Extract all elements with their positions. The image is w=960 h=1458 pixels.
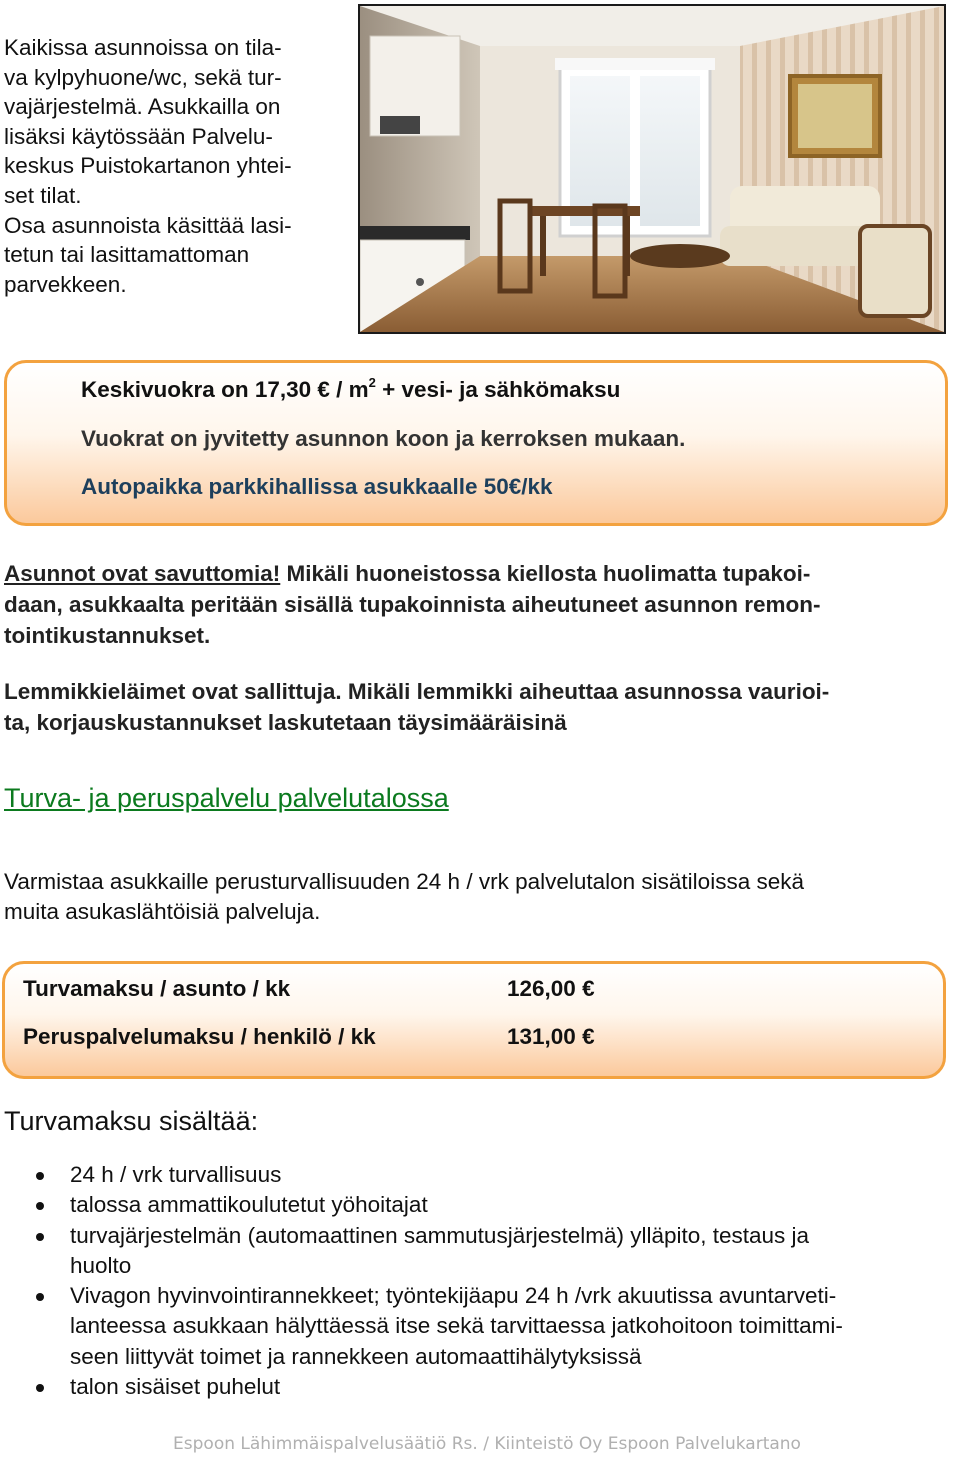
intro-line: keskus Puistokartanon yhtei- [4, 153, 292, 179]
rent-info-box [4, 360, 948, 526]
service-description-line: Varmistaa asukkaille perusturvallisuuden 24 h / vrk palvelutalon sisätiloissa sekä [4, 869, 804, 894]
service-description [4, 867, 956, 927]
list-item-text: 24 h / vrk turvallisuus [70, 1162, 282, 1187]
bullet-icon [36, 1202, 44, 1210]
intro-line: lisäksi käytössään Palvelu- [4, 123, 273, 149]
bullet-icon [36, 1233, 44, 1241]
service-description-line: muita asukaslähtöisiä palveluja. [4, 899, 321, 924]
fee-label: Peruspalvelumaksu / henkilö / kk [23, 1024, 376, 1049]
list-item-text: talossa ammattikoulutetut yöhoitajat [70, 1192, 428, 1218]
list-item [0, 1372, 960, 1402]
list-item [0, 1221, 960, 1282]
fee-value: 131,00 € [507, 1024, 595, 1049]
rent-extras: + vesi- ja sähkömaksu [375, 377, 621, 402]
bullet-icon [36, 1384, 44, 1392]
rent-weighting: Vuokrat on jyvitetty asunnon koon ja kerroksen mukaan. [81, 426, 686, 451]
list-item [0, 1281, 960, 1372]
fees-box [2, 961, 946, 1079]
bullet-icon [36, 1293, 44, 1301]
intro-line: Kaikissa asunnoissa on tila- [4, 35, 282, 60]
list-item-text: seen liittyvät toimet ja rannekkeen automaattihälytyksissä [70, 1343, 642, 1369]
includes-title: Turvamaksu sisältää: [4, 1106, 259, 1136]
smoking-text: daan, asukkaalta peritään sisällä tupakoinnista aiheutuneet asunnon remon- [4, 592, 821, 617]
average-rent [81, 377, 620, 403]
smoking-text: Mikäli huoneistossa kiellosta huolimatta tupakoi- [280, 561, 811, 586]
list-item-text: huolto [70, 1252, 132, 1278]
intro-line: parvekkeen. [4, 271, 127, 297]
intro-line: tetun tai lasittamattoman [4, 242, 250, 268]
service-section-title: Turva- ja peruspalvelu palvelutalossa [4, 783, 449, 813]
list-item-text: Vivagon hyvinvointirannekkeet; työntekijäapu 24 h /vrk akuutissa avuntarveti- [70, 1283, 837, 1309]
smoking-policy [4, 558, 956, 651]
list-item [0, 1160, 960, 1190]
apartment-photo [358, 4, 946, 334]
page-footer: Espoon Lähimmäispalvelusäätiö Rs. / Kiinteistö Oy Espoon Palvelukartano [173, 1434, 801, 1454]
parking-price: Autopaikka parkkihallissa asukkaalle 50€/kk [81, 474, 553, 499]
intro-line: vajärjestelmä. Asukkailla on [4, 94, 281, 120]
includes-list [0, 1160, 960, 1402]
smoking-text: tointikustannukset. [4, 623, 211, 648]
list-item-text: lanteessa asukkaan hälyttäessä itse sekä tarvittaessa jatkohoitoon toimittami- [70, 1313, 843, 1339]
smoking-lead: Asunnot ovat savuttomia! [4, 561, 281, 586]
bullet-icon [36, 1172, 44, 1180]
list-item [0, 1190, 960, 1220]
pets-text: Lemmikkieläimet ovat sallittuja. Mikäli lemmikki aiheuttaa asunnossa vaurioi- [4, 679, 830, 704]
intro-line: Osa asunnoista käsittää lasi- [4, 212, 292, 238]
pets-text: ta, korjauskustannukset laskutetaan täysimääräisinä [4, 710, 567, 735]
intro-line: set tilat. [4, 182, 82, 208]
fee-value: 126,00 € [507, 976, 595, 1001]
intro-line: va kylpyhuone/wc, sekä tur- [4, 64, 282, 90]
rent-unit-superscript: 2 [368, 375, 376, 390]
fee-label: Turvamaksu / asunto / kk [23, 976, 291, 1001]
rent-text: Keskivuokra on 17,30 € / m [81, 377, 369, 402]
apartment-interior-illustration [360, 6, 944, 332]
list-item-text: turvajärjestelmän (automaattinen sammutusjärjestelmä) ylläpito, testaus ja [70, 1222, 810, 1248]
intro-text [4, 33, 344, 299]
list-item-text: talon sisäiset puhelut [70, 1374, 281, 1400]
pets-policy [4, 676, 956, 738]
